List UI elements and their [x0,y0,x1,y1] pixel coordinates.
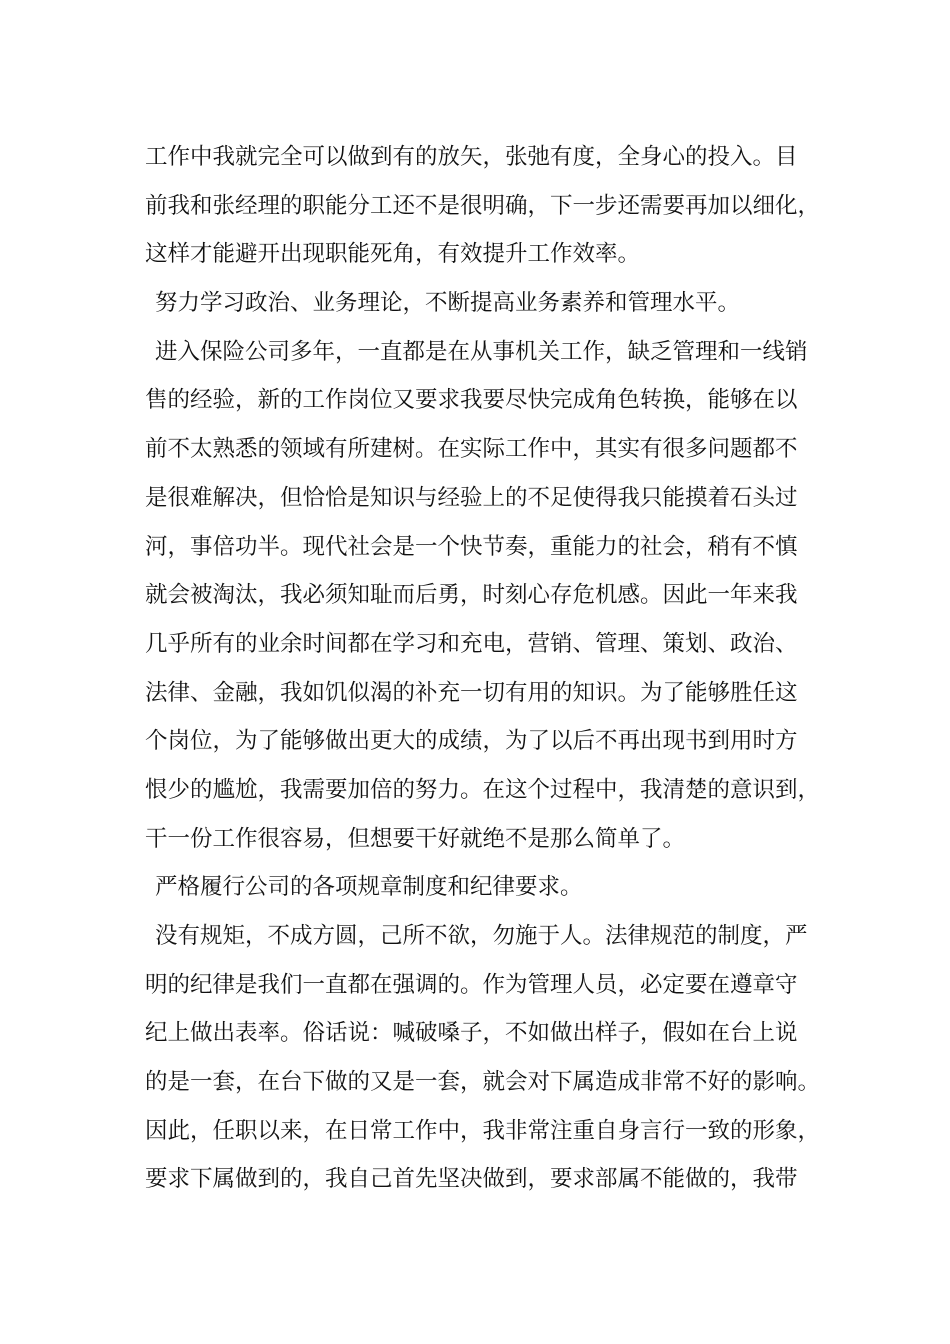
text-line: 没有规矩，不成方圆，己所不欲，勿施于人。法律规范的制度，严 [155,923,808,949]
text-line: 几乎所有的业余时间都在学习和充电，营销、管理、策划、政治、 [145,630,798,657]
text-line: 恨少的尴尬，我需要加倍的努力。在这个过程中，我清楚的意识到， [145,776,821,803]
text-line: 努力学习政治、业务理论，不断提高业务素养和管理水平。 [155,290,741,317]
text-line: 严格履行公司的各项规章制度和纪律要求。 [155,874,583,901]
text-line: 干一份工作很容易，但想要干好就绝不是那么简单了。 [145,825,686,852]
text-line: 个岗位，为了能够做出更大的成绩，为了以后不再出现书到用时方 [145,728,798,755]
text-line: 进入保险公司多年，一直都是在从事机关工作，缺乏管理和一线销 [155,338,808,365]
text-line: 前我和张经理的职能分工还不是很明确，下一步还需要再加以细化， [145,192,821,219]
text-line: 工作中我就完全可以做到有的放矢，张弛有度，全身心的投入。目 [145,144,798,170]
body-text [145,133,825,1204]
text-line: 河，事倍功半。现代社会是一个快节奏，重能力的社会，稍有不慎 [145,533,798,560]
text-line: 是很难解决，但恰恰是知识与经验上的不足使得我只能摸着石头过 [145,484,798,511]
text-line: 纪上做出表率。俗话说：喊破嗓子，不如做出样子，假如在台上说 [145,1020,798,1047]
text-line: 前不太熟悉的领域有所建树。在实际工作中，其实有很多问题都不 [145,436,798,463]
text-line: 的是一套，在台下做的又是一套，就会对下属造成非常不好的影响。 [145,1069,821,1096]
text-line: 要求下属做到的，我自己首先坚决做到，要求部属不能做的，我带 [145,1166,798,1193]
text-line: 明的纪律是我们一直都在强调的。作为管理人员，必定要在遵章守 [145,971,798,998]
text-line: 就会被淘汰，我必须知耻而后勇，时刻心存危机感。因此一年来我 [145,582,798,609]
text-line: 因此，任职以来，在日常工作中，我非常注重自身言行一致的形象， [145,1117,821,1144]
text-line: 售的经验，新的工作岗位又要求我要尽快完成角色转换，能够在以 [145,387,798,414]
text-line: 法律、金融，我如饥似渴的补充一切有用的知识。为了能够胜任这 [145,679,798,706]
text-line: 这样才能避开出现职能死角，有效提升工作效率。 [145,241,641,268]
